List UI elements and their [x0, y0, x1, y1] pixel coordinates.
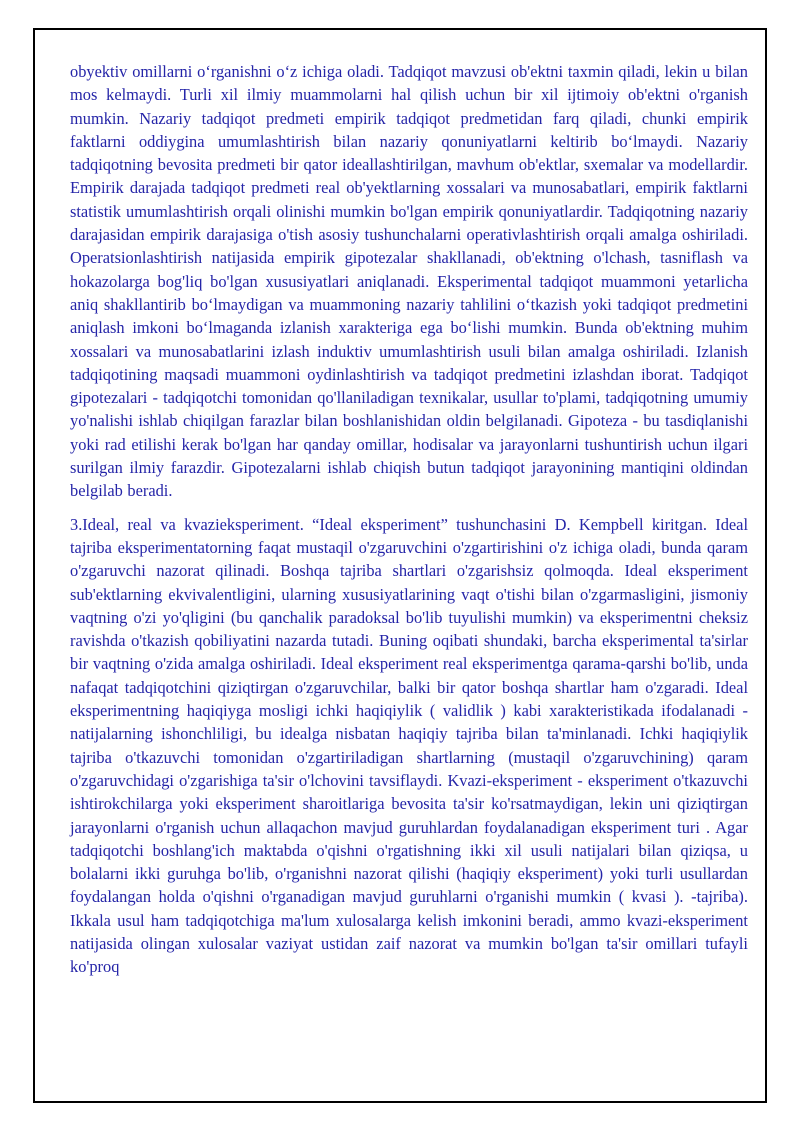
paragraph-section-3-ideal-real-kvazieksperiment: 3.Ideal, real va kvazieksperiment. “Ideal eksperiment” tushunchasini D. Kempbell kiritgan. Ideal tajriba eksperimentatorning faqat mustaqil o'zgaruvchini o'zgartirishini o'z ichiga oladi, bunda qaram o'zgaruvchi nazorat qilinadi. Boshqa tajriba shartlari o'zgarishsiz qolmoqda. Ideal eksperiment sub'ektlarning ekvivalentligini, ularning xususiyatlarining vaqt o'tishi bilan o'zgarmasligini, jismoniy vaqtning o'zi yo'qligini (bu qanchalik paradoksal bo'lib tuyulishi mumkin) va eksperimentni cheksiz ravishda o'tkazish qobiliyatini nazarda tutadi. Buning oqibati shundaki, barcha eksperimental ta'sirlar bir vaqtning o'zida amalga oshiriladi. Ideal eksperiment real eksperimentga qarama-qarshi bo'lib, unda nafaqat tadqiqotchini qiziqtirgan o'zgaruvchilar, balki bir qator boshqa shartlar ham o'zgaradi. Ideal eksperimentning haqiqiyga mosligi ichki haqiqiylik ( validlik ) kabi xarakteristikada ifodalanadi - natijalarning ishonchliligi, bu idealga nisbatan haqiqiy tajriba bilan ta'minlanadi. Ichki haqiqiylik tajriba o'tkazuvchi tomonidan o'zgartiriladigan shartlarning (mustaqil o'zgaruvchining) qaram o'zgaruvchidagi o'zgarishiga ta'sir o'lchovini tavsiflaydi. Kvazi-eksperiment - eksperiment o'tkazuvchi ishtirokchilarga yoki eksperiment sharoitlariga bevosita ta'sir ko'rsatmaydigan, lekin uni qiziqtirgan jarayonlarni o'rganish uchun allaqachon mavjud guruhlardan foydalanadigan eksperiment turi . Agar tadqiqotchi boshlang'ich maktabda o'qishni o'rgatishning ikki xil usuli natijalari bilan qiziqsa, u bolalarni ikki guruhga bo'lib, o'rganishni nazorat qilishi (haqiqiy eksperiment) yoki turli usullardan foydalangan holda o'qishni o'rganadigan mavjud guruhlarni o'rganishi mumkin ( kvasi ). -tajriba). Ikkala usul ham tadqiqotchiga ma'lum xulosalarga kelish imkonini beradi, ammo kvazi-eksperiment natijasida olingan xulosalar vaziyat ustidan zaif nazorat va mumkin bo'lgan ta'sir omillari tufayli ko'proq	[70, 514, 748, 977]
page-content	[70, 60, 748, 989]
paragraph-continuation: obyektiv omillarni o‘rganishni o‘z ichiga oladi. Tadqiqot mavzusi ob'ektni taxmin qiladi, lekin u bilan mos kelmaydi. Turli xil ilmiy muammolarni hal qilish uchun bir xil ijtimoiy ob'ektni o'rganish mumkin. Nazariy tadqiqot predmeti empirik tadqiqot predmetidan farq qiladi, chunki empirik faktlarni oddiygina umumlashtirish bilan nazariy qonuniyatlarni keltirib bo‘lmaydi. Nazariy tadqiqotning bevosita predmeti bir qator ideallashtirilgan, mavhum ob'ektlar, sxemalar va modellardir. Empirik darajada tadqiqot predmeti real ob'yektlarning xossalari va munosabatlari, empirik faktlarni statistik umumlashtirish orqali olinishi mumkin bo'lgan empirik qonuniyatlardir. Tadqiqotning nazariy darajasidan empirik darajasiga o'tish asosiy tushunchalarni operativlashtirish orqali amalga oshiriladi. Operatsionlashtirish natijasida empirik gipotezalar shakllanadi, ob'ektning o'lchash, tasniflash va hokazolarga bog'liq bo'lgan xususiyatlari aniqlanadi. Eksperimental tadqiqot muammoni yetarlicha aniq shakllantirib bo‘lmaydigan va muammoning nazariy tahlilini o‘tkazish yoki tadqiqot predmetini aniqlash imkoni bo‘lmaganda izlanish xarakteriga ega bo‘lishi mumkin. Bunda ob'ektning muhim xossalari va munosabatlarini izlash induktiv umumlashtirish usuli bilan amalga oshiriladi. Izlanish tadqiqotining maqsadi muammoni oydinlashtirish va tadqiqot predmetini izlashdan iborat. Tadqiqot gipotezalari - tadqiqotchi tomonidan qo'llaniladigan texnikalar, usullar to'plami, tadqiqotning umumiy yo'nalishi ishlab chiqilgan farazlar bilan boshlanishidan oldin belgilanadi. Gipoteza - bu tasdiqlanishi yoki rad etilishi kerak bo'lgan har qanday omillar, hodisalar va jarayonlarni tushuntirish uchun ilgari surilgan ilmiy farazdir. Gipotezalarni ishlab chiqish butun tadqiqot jarayonining mantiqini oldindan belgilab beradi.	[70, 62, 748, 501]
